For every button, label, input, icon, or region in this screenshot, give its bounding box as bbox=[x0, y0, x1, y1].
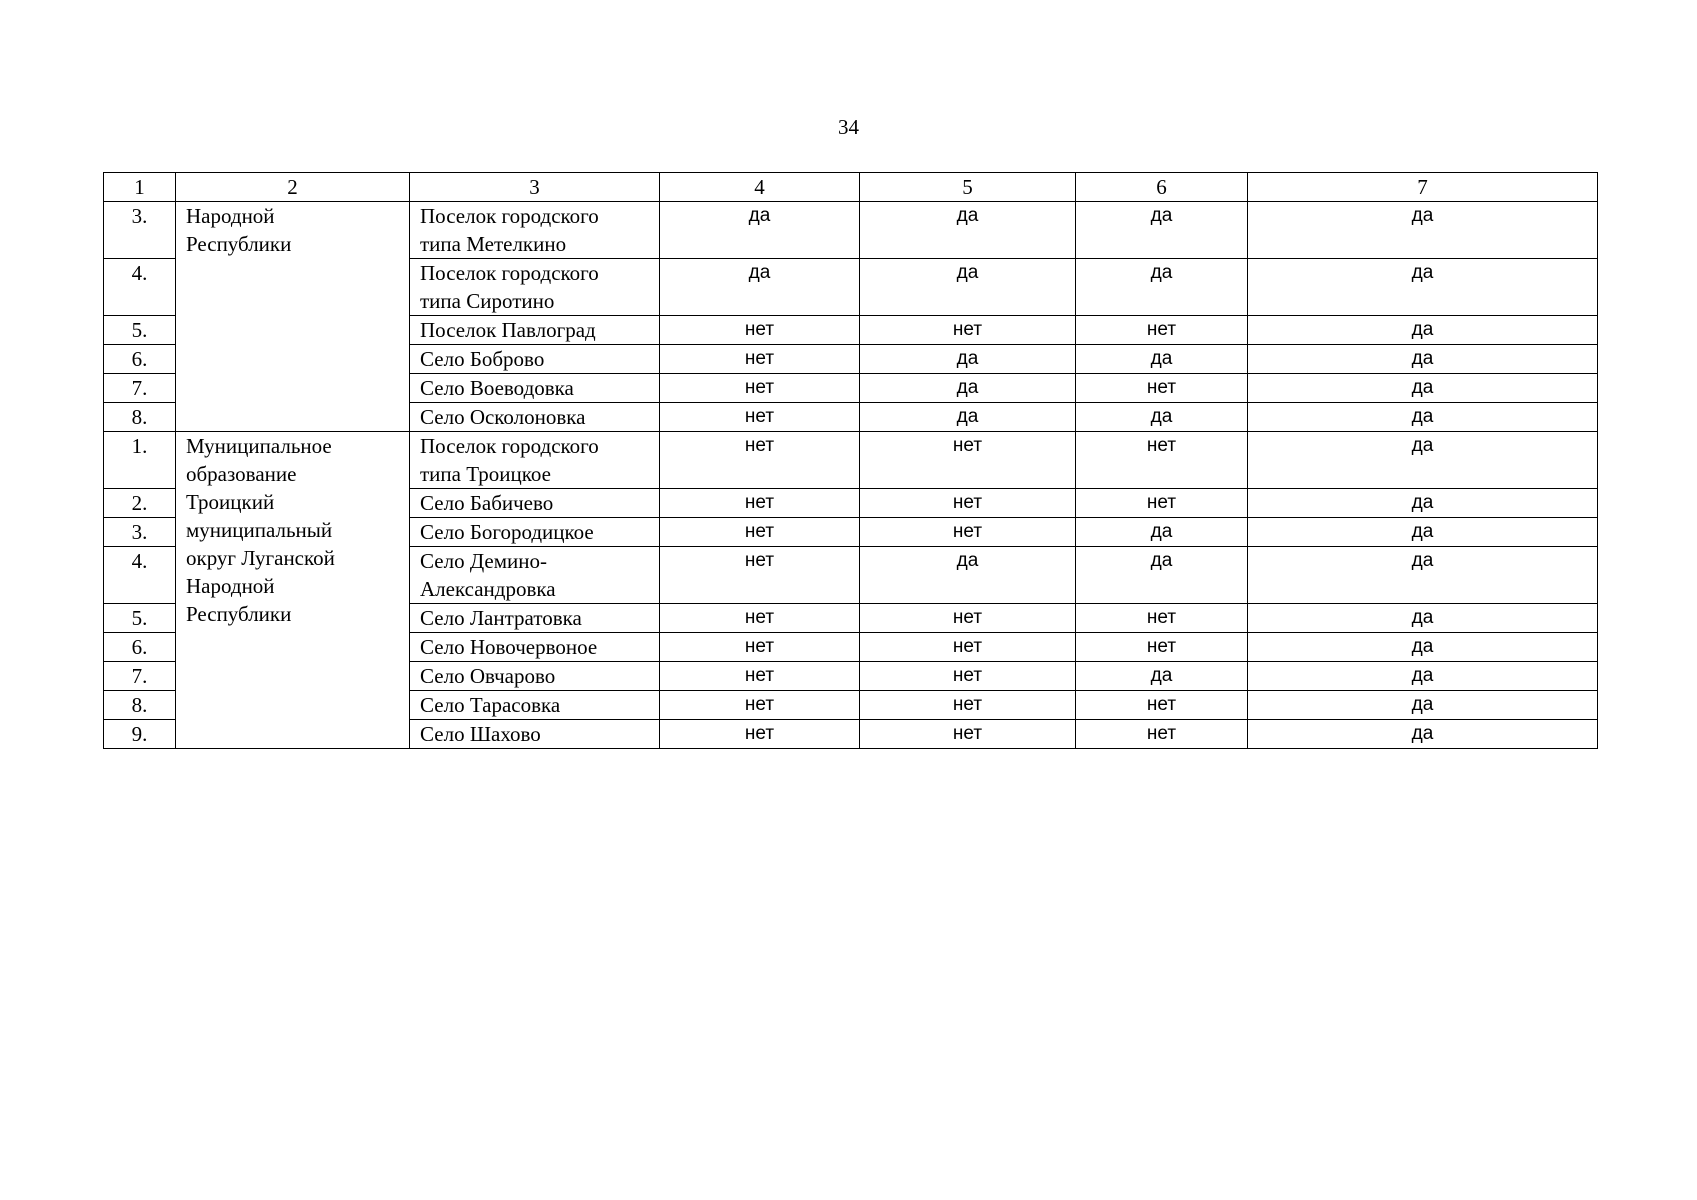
value-cell-c6: нет bbox=[1076, 604, 1248, 633]
value-cell-c4: нет bbox=[660, 432, 860, 489]
settlement-name: Село Лантратовка bbox=[410, 604, 660, 633]
row-number: 3. bbox=[104, 518, 176, 547]
value-cell-c6: да bbox=[1076, 518, 1248, 547]
value-cell-c6: да bbox=[1076, 259, 1248, 316]
row-number: 8. bbox=[104, 691, 176, 720]
value-cell-c7: да bbox=[1248, 604, 1598, 633]
value-cell-c4: нет bbox=[660, 403, 860, 432]
value-cell-c5: да bbox=[860, 403, 1076, 432]
value-cell-c4: нет bbox=[660, 604, 860, 633]
value-cell-c6: нет bbox=[1076, 633, 1248, 662]
settlement-name: Село Шахово bbox=[410, 720, 660, 749]
value-cell-c7: да bbox=[1248, 720, 1598, 749]
value-cell-c4: нет bbox=[660, 547, 860, 604]
value-cell-c5: нет bbox=[860, 691, 1076, 720]
value-cell-c6: нет bbox=[1076, 720, 1248, 749]
value-cell-c7: да bbox=[1248, 662, 1598, 691]
value-cell-c5: нет bbox=[860, 633, 1076, 662]
value-cell-c6: да bbox=[1076, 202, 1248, 259]
row-number: 6. bbox=[104, 633, 176, 662]
value-cell-c5: нет bbox=[860, 489, 1076, 518]
value-cell-c4: нет bbox=[660, 691, 860, 720]
value-cell-c4: да bbox=[660, 259, 860, 316]
settlement-name: Поселок городского типа Сиротино bbox=[410, 259, 660, 316]
value-cell-c5: да bbox=[860, 345, 1076, 374]
settlement-name: Село Осколоновка bbox=[410, 403, 660, 432]
column-number: 5 bbox=[860, 173, 1076, 202]
value-cell-c5: да bbox=[860, 259, 1076, 316]
column-number: 4 bbox=[660, 173, 860, 202]
row-number: 9. bbox=[104, 720, 176, 749]
row-number: 1. bbox=[104, 432, 176, 489]
value-cell-c6: нет bbox=[1076, 489, 1248, 518]
value-cell-c4: да bbox=[660, 202, 860, 259]
settlement-name: Село Овчарово bbox=[410, 662, 660, 691]
value-cell-c6: нет bbox=[1076, 432, 1248, 489]
value-cell-c6: нет bbox=[1076, 691, 1248, 720]
value-cell-c7: да bbox=[1248, 547, 1598, 604]
settlements-table bbox=[103, 172, 1598, 749]
value-cell-c4: нет bbox=[660, 316, 860, 345]
value-cell-c7: да bbox=[1248, 633, 1598, 662]
row-number: 5. bbox=[104, 316, 176, 345]
value-cell-c6: нет bbox=[1076, 374, 1248, 403]
value-cell-c6: да bbox=[1076, 547, 1248, 604]
column-number-row bbox=[104, 173, 1598, 202]
value-cell-c4: нет bbox=[660, 518, 860, 547]
value-cell-c6: нет bbox=[1076, 316, 1248, 345]
value-cell-c4: нет bbox=[660, 345, 860, 374]
settlement-name: Поселок городского типа Троицкое bbox=[410, 432, 660, 489]
page-number: 34 bbox=[838, 115, 859, 139]
row-number: 7. bbox=[104, 374, 176, 403]
settlement-name: Село Воеводовка bbox=[410, 374, 660, 403]
value-cell-c5: нет bbox=[860, 432, 1076, 489]
settlement-name: Село Боброво bbox=[410, 345, 660, 374]
value-cell-c7: да bbox=[1248, 691, 1598, 720]
table-row bbox=[104, 202, 1598, 259]
value-cell-c5: нет bbox=[860, 662, 1076, 691]
value-cell-c5: да bbox=[860, 374, 1076, 403]
settlement-name: Поселок городского типа Метелкино bbox=[410, 202, 660, 259]
row-number: 4. bbox=[104, 259, 176, 316]
value-cell-c7: да bbox=[1248, 374, 1598, 403]
column-number: 6 bbox=[1076, 173, 1248, 202]
settlement-name: Село Богородицкое bbox=[410, 518, 660, 547]
column-number: 2 bbox=[176, 173, 410, 202]
value-cell-c4: нет bbox=[660, 374, 860, 403]
value-cell-c4: нет bbox=[660, 633, 860, 662]
table-body bbox=[104, 202, 1598, 749]
value-cell-c7: да bbox=[1248, 259, 1598, 316]
value-cell-c7: да bbox=[1248, 316, 1598, 345]
value-cell-c5: да bbox=[860, 547, 1076, 604]
value-cell-c4: нет bbox=[660, 720, 860, 749]
row-number: 7. bbox=[104, 662, 176, 691]
municipality-name: Народной Республики bbox=[176, 202, 410, 432]
value-cell-c7: да bbox=[1248, 202, 1598, 259]
settlement-name: Село Тарасовка bbox=[410, 691, 660, 720]
value-cell-c5: нет bbox=[860, 720, 1076, 749]
value-cell-c6: да bbox=[1076, 403, 1248, 432]
value-cell-c7: да bbox=[1248, 432, 1598, 489]
column-number: 1 bbox=[104, 173, 176, 202]
value-cell-c6: да bbox=[1076, 662, 1248, 691]
row-number: 2. bbox=[104, 489, 176, 518]
value-cell-c5: нет bbox=[860, 518, 1076, 547]
row-number: 4. bbox=[104, 547, 176, 604]
value-cell-c7: да bbox=[1248, 403, 1598, 432]
value-cell-c4: нет bbox=[660, 662, 860, 691]
municipality-name: Муниципальное образование Троицкий муниципальный округ Луганской Народной Республики bbox=[176, 432, 410, 749]
column-number: 3 bbox=[410, 173, 660, 202]
row-number: 3. bbox=[104, 202, 176, 259]
value-cell-c5: нет bbox=[860, 316, 1076, 345]
value-cell-c5: да bbox=[860, 202, 1076, 259]
settlement-name: Поселок Павлоград bbox=[410, 316, 660, 345]
settlement-name: Село Демино- Александровка bbox=[410, 547, 660, 604]
value-cell-c7: да bbox=[1248, 345, 1598, 374]
value-cell-c4: нет bbox=[660, 489, 860, 518]
value-cell-c6: да bbox=[1076, 345, 1248, 374]
value-cell-c7: да bbox=[1248, 489, 1598, 518]
table-row bbox=[104, 432, 1598, 489]
row-number: 5. bbox=[104, 604, 176, 633]
row-number: 8. bbox=[104, 403, 176, 432]
column-number: 7 bbox=[1248, 173, 1598, 202]
settlement-name: Село Бабичево bbox=[410, 489, 660, 518]
row-number: 6. bbox=[104, 345, 176, 374]
settlement-name: Село Новочервоное bbox=[410, 633, 660, 662]
value-cell-c5: нет bbox=[860, 604, 1076, 633]
value-cell-c7: да bbox=[1248, 518, 1598, 547]
